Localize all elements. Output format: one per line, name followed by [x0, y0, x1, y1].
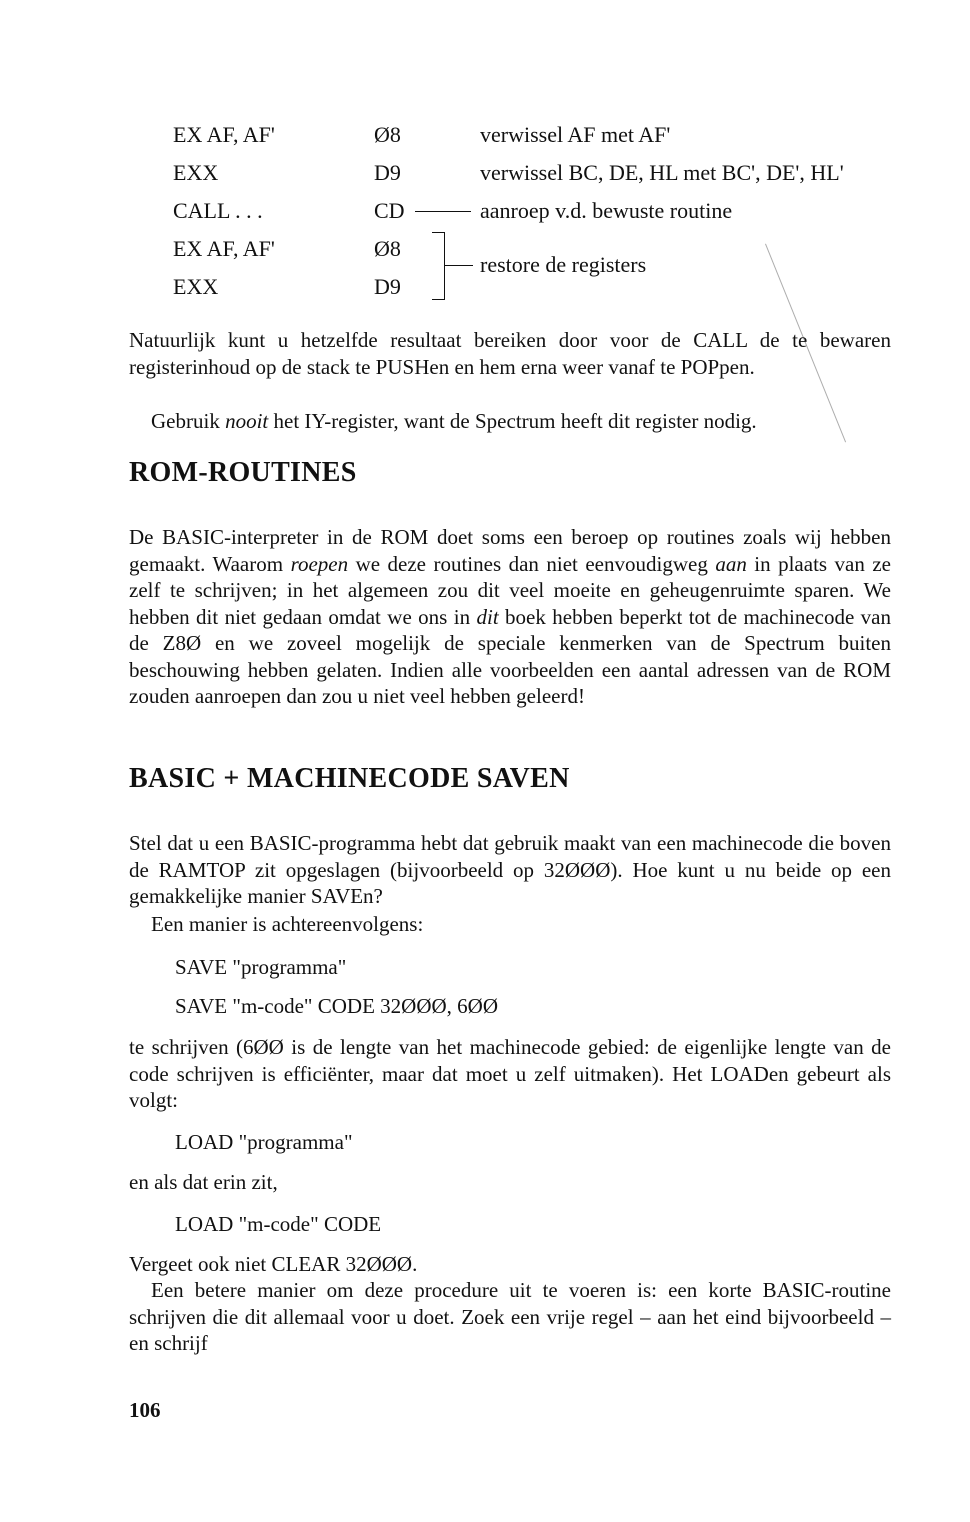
text-run: boek hebben beperkt tot de machinecode van de Z8Ø en we zoveel mogelijk de speciale kenmerken van de Spectrum buiten beschouwing hebben gelaten. Indien alle voorbeelden een aantal adressen van de ROM zouden aanroepen dan zou u niet veel hebben geleerd!: [129, 604, 892, 708]
paragraph: Een manier is achtereenvolgens:: [151, 912, 424, 936]
section-heading: BASIC + MACHINECODE SAVEN: [129, 763, 570, 794]
hex-code: Ø8: [374, 236, 401, 261]
emphasis: roepen: [290, 551, 349, 576]
text-run: De BASIC-interpreter in de ROM doet soms een beroep op routines zoals wij hebben gemaakt. Waarom: [129, 525, 891, 576]
hex-code: CD: [374, 198, 405, 223]
bracket-label: restore de registers: [480, 252, 647, 277]
description: aanroep v.d. bewuste routine: [480, 198, 733, 223]
description: verwissel BC, DE, HL met BC', DE', HL': [480, 160, 844, 185]
paragraph: Natuurlijk kunt u hetzelfde resultaat bereiken door voor de CALL de te bewaren registerinhoud op de stack te PUSHen en hem erna weer vanaf te POPpen.: [129, 328, 891, 379]
code-line: SAVE "m-code" CODE 32ØØØ, 6ØØ: [175, 994, 498, 1018]
table-row: [173, 192, 933, 230]
emphasis: dit: [476, 604, 499, 629]
paragraph: Een betere manier om deze procedure uit te voeren is: een korte BASIC-routine schrijven die dit allemaal voor u doet. Zoek een vrije regel – aan het eind bijvoorbeeld – en schrijf: [129, 1278, 891, 1355]
paragraph: te schrijven (6ØØ is de lengte van het machinecode gebied: de eigenlijke lengte van de code schrijven is efficiënter, maar dat moet u zelf uitmaken). Het LOADen gebeurt als volgt:: [129, 1035, 891, 1112]
hex-code: D9: [374, 160, 401, 185]
hex-code: D9: [374, 274, 401, 299]
description: verwissel AF met AF': [480, 122, 671, 147]
instruction: EXX: [173, 160, 219, 185]
paragraph: [129, 524, 891, 710]
code-line: LOAD "programma": [175, 1130, 353, 1154]
instruction: CALL . . .: [173, 198, 263, 223]
code-line: SAVE "programma": [175, 955, 347, 979]
paragraph: [129, 408, 891, 435]
bracket-stem: [445, 265, 473, 266]
instruction: EXX: [173, 274, 219, 299]
emphasis: aan: [715, 551, 747, 576]
paragraph: en als dat erin zit,: [129, 1170, 278, 1194]
dash-rule: [415, 211, 471, 212]
text-run: het IY-register, want de Spectrum heeft dit register nodig.: [268, 409, 757, 433]
instruction: EX AF, AF': [173, 122, 275, 147]
section-heading: ROM-ROUTINES: [129, 457, 357, 488]
instruction: EX AF, AF': [173, 236, 275, 261]
text-run: in plaats van ze zelf te schrijven; in het algemeen zou dit veel moeite en geheugenruimte sparen. We hebben dit niet gedaan omdat we ons in: [129, 551, 891, 629]
table-row: [173, 154, 933, 192]
page-number: 106: [129, 1398, 161, 1422]
text-run: Gebruik: [151, 409, 226, 433]
table-row: [173, 116, 933, 154]
emphasis: nooit: [225, 409, 269, 433]
paragraph: Vergeet ook niet CLEAR 32ØØØ.: [129, 1252, 418, 1276]
code-line: LOAD "m-code" CODE: [175, 1212, 382, 1236]
hex-code: Ø8: [374, 122, 401, 147]
paragraph: Stel dat u een BASIC-programma hebt dat gebruik maakt van een machinecode die boven de RAMTOP zit opgeslagen (bijvoorbeeld op 32ØØØ). Hoe kunt u nu beide op een gemakkelijke manier SAVEn?: [129, 831, 891, 908]
text-run: we deze routines dan niet eenvoudigweg: [348, 551, 716, 576]
bracket: [432, 232, 445, 300]
